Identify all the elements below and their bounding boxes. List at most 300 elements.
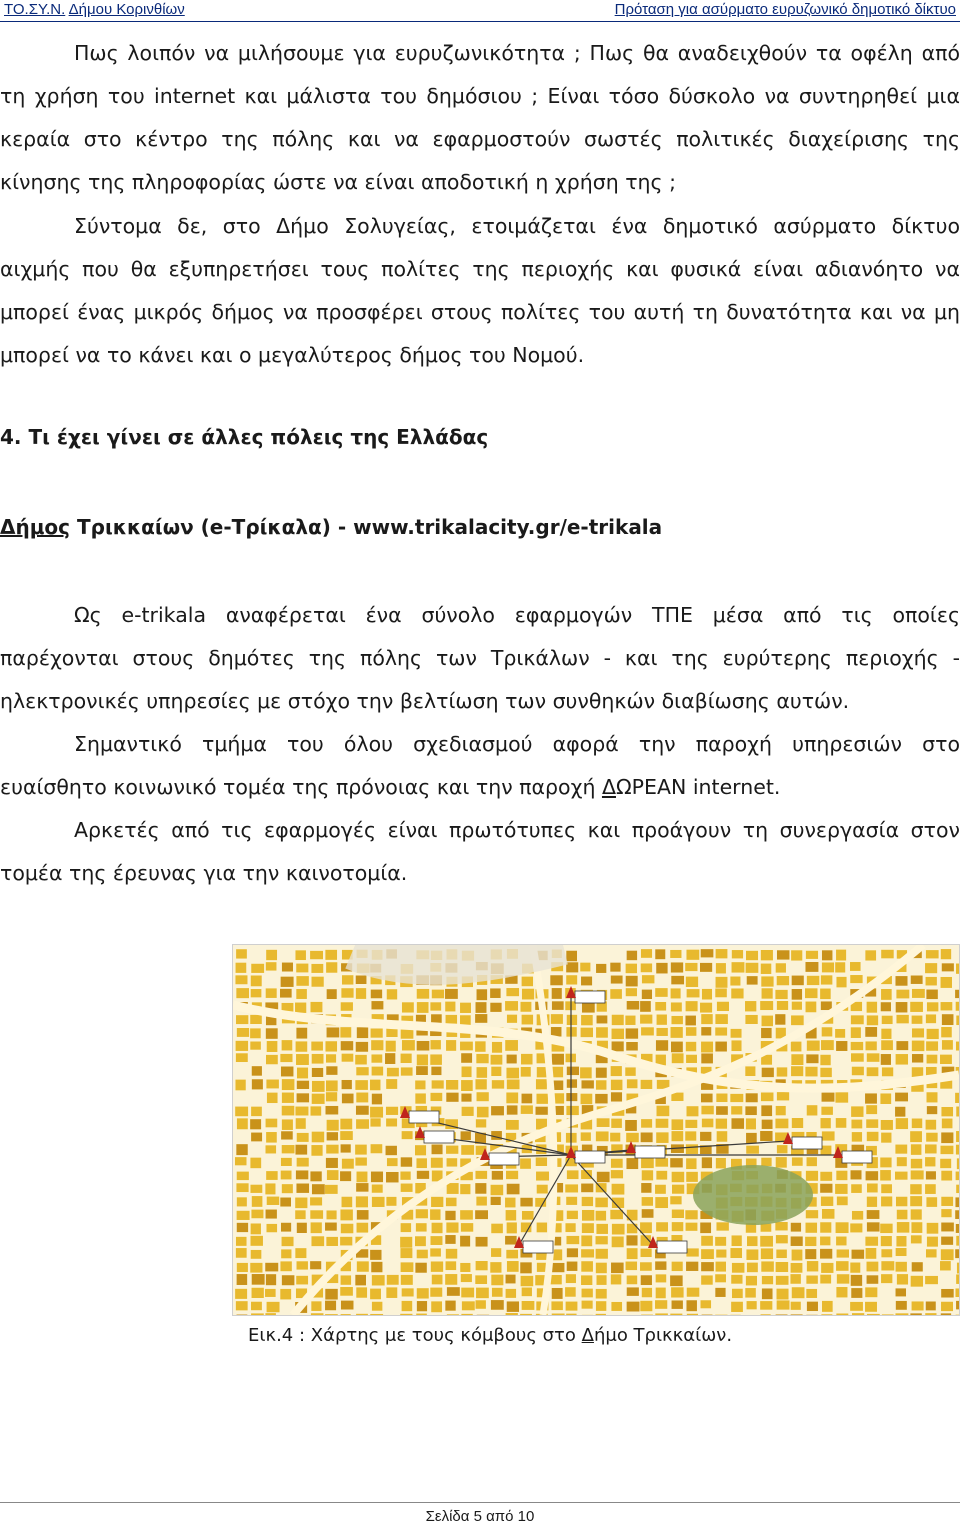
city-block xyxy=(596,1211,606,1221)
node-label-box xyxy=(842,1151,872,1163)
city-block xyxy=(835,962,845,972)
city-block xyxy=(265,1263,278,1272)
city-block xyxy=(476,1237,488,1247)
city-block xyxy=(822,1093,835,1102)
city-block xyxy=(387,1068,399,1077)
city-block xyxy=(371,1144,383,1153)
city-block xyxy=(402,1040,415,1050)
city-block xyxy=(431,1158,443,1168)
city-block xyxy=(925,1276,938,1284)
city-block xyxy=(340,1131,353,1140)
city-block xyxy=(430,1288,442,1297)
city-block xyxy=(835,1184,847,1194)
city-block xyxy=(370,1289,381,1300)
city-block xyxy=(716,1222,728,1230)
city-block xyxy=(941,1223,954,1232)
city-block xyxy=(537,1185,548,1194)
city-block xyxy=(416,1314,427,1315)
city-block xyxy=(942,1014,954,1025)
city-block xyxy=(386,1107,398,1115)
city-block xyxy=(835,1029,845,1038)
text-line: παρέχονται στους δημότες της πόλης των Τρικάλων - και της ευρύτερης περιοχής - xyxy=(0,646,960,670)
city-block xyxy=(251,989,262,997)
city-block xyxy=(417,1250,428,1259)
city-block xyxy=(761,1314,771,1315)
city-block xyxy=(432,1275,443,1285)
city-block xyxy=(476,1002,487,1013)
city-block xyxy=(612,1184,625,1195)
city-block xyxy=(417,1054,428,1065)
city-block xyxy=(491,1055,503,1065)
city-block xyxy=(251,1210,263,1219)
city-block xyxy=(791,950,802,960)
city-block xyxy=(880,1170,891,1180)
city-block xyxy=(881,1120,893,1130)
city-block xyxy=(340,1209,352,1220)
city-block xyxy=(792,1118,803,1128)
city-block xyxy=(266,1224,277,1232)
caption-text: ήμο Τρικκαίων. xyxy=(593,1325,733,1346)
city-block xyxy=(371,1172,383,1183)
city-block xyxy=(296,1170,308,1179)
city-block xyxy=(686,1172,698,1182)
city-block xyxy=(731,1029,742,1038)
city-block xyxy=(656,1119,669,1128)
city-block xyxy=(311,1222,322,1233)
city-block xyxy=(867,1067,879,1076)
caption-text: Εικ.4 : Χάρτης με τους κόμβους στο xyxy=(248,1325,582,1346)
city-block xyxy=(296,1118,306,1129)
city-block xyxy=(581,1015,593,1025)
city-block xyxy=(402,1301,413,1311)
city-block xyxy=(280,1198,291,1207)
city-block xyxy=(612,1029,624,1039)
city-block xyxy=(236,1183,248,1192)
city-block xyxy=(927,1029,939,1039)
city-block xyxy=(341,1144,351,1152)
city-block xyxy=(491,1224,503,1234)
city-block xyxy=(462,1301,475,1310)
city-block xyxy=(596,1027,608,1037)
city-block xyxy=(955,1249,959,1258)
city-block xyxy=(867,1132,879,1141)
city-block xyxy=(867,1262,879,1272)
city-block xyxy=(386,1146,397,1155)
city-block xyxy=(252,1274,265,1285)
city-block xyxy=(761,964,772,974)
city-block xyxy=(446,1080,458,1090)
city-block xyxy=(341,1224,354,1234)
city-block xyxy=(236,963,247,973)
city-block xyxy=(805,1249,816,1259)
city-block xyxy=(791,1302,801,1310)
city-block xyxy=(430,1054,442,1064)
city-block xyxy=(506,1092,518,1103)
city-block xyxy=(882,1314,894,1315)
city-block xyxy=(732,1235,742,1246)
city-block xyxy=(672,1300,683,1308)
city-block xyxy=(926,1133,937,1142)
city-block xyxy=(777,1067,788,1076)
city-block xyxy=(625,1120,637,1131)
city-block xyxy=(387,1275,399,1285)
city-block xyxy=(896,1262,907,1272)
city-block xyxy=(745,1106,756,1115)
city-block xyxy=(267,1197,279,1205)
city-block xyxy=(611,1119,622,1128)
city-block xyxy=(806,1276,817,1284)
city-block xyxy=(296,1276,308,1285)
city-block xyxy=(416,1066,428,1075)
city-block xyxy=(747,976,758,984)
city-block xyxy=(401,1184,413,1192)
city-block xyxy=(806,1002,817,1013)
city-block xyxy=(446,1198,457,1207)
city-block xyxy=(491,1300,504,1310)
page-header xyxy=(0,0,960,22)
city-block xyxy=(581,1275,592,1285)
header-org xyxy=(4,1,185,18)
city-block xyxy=(401,1262,414,1272)
city-block xyxy=(926,990,937,1000)
node-label-box xyxy=(489,1153,519,1165)
city-block xyxy=(326,1145,338,1154)
intro-paragraph xyxy=(0,32,960,204)
city-block xyxy=(820,1275,831,1284)
city-block xyxy=(342,1094,354,1104)
city-block xyxy=(357,1027,368,1038)
city-block xyxy=(820,1055,830,1065)
city-block xyxy=(881,1040,893,1050)
city-block xyxy=(327,1132,338,1140)
city-block xyxy=(897,1157,907,1166)
city-block xyxy=(566,1236,579,1244)
city-block xyxy=(400,1172,410,1180)
city-block xyxy=(820,1184,832,1193)
text-line: μπορεί να το κάνει και ο μεγαλύτερος δήμος του Νομού. xyxy=(0,343,585,367)
city-block xyxy=(506,1313,518,1315)
city-block xyxy=(776,1262,789,1272)
city-block xyxy=(852,1313,864,1315)
city-block xyxy=(867,1183,878,1192)
city-block xyxy=(942,1040,953,1050)
city-block xyxy=(627,1302,640,1312)
city-block xyxy=(522,977,533,987)
city-block xyxy=(850,1302,863,1311)
city-block xyxy=(476,1261,488,1270)
city-block xyxy=(671,1093,683,1101)
city-block xyxy=(372,1067,384,1076)
city-block xyxy=(896,990,909,999)
city-block xyxy=(670,950,681,958)
city-block xyxy=(445,1211,455,1220)
city-block xyxy=(776,1157,787,1168)
city-block xyxy=(342,975,353,984)
city-block xyxy=(671,1016,682,1024)
city-block xyxy=(326,1106,339,1115)
city-block xyxy=(956,1131,959,1142)
city-block xyxy=(940,1146,953,1154)
city-block xyxy=(520,1314,532,1315)
city-block xyxy=(296,1184,309,1193)
city-block xyxy=(566,1197,577,1205)
city-block xyxy=(805,988,817,998)
city-block xyxy=(837,1197,848,1206)
city-block xyxy=(850,1223,862,1232)
city-block xyxy=(521,1054,533,1065)
city-block xyxy=(491,1185,504,1195)
city-block xyxy=(686,1300,696,1311)
city-block xyxy=(640,1001,651,1012)
city-block xyxy=(702,989,712,1000)
header-rule xyxy=(0,21,960,22)
city-block xyxy=(670,1158,683,1167)
city-block xyxy=(566,1274,576,1283)
city-block xyxy=(522,1287,532,1296)
city-block xyxy=(701,1053,713,1063)
city-block xyxy=(371,1001,383,1009)
city-block xyxy=(836,977,846,987)
city-block xyxy=(627,1275,638,1284)
city-block xyxy=(775,1119,788,1129)
city-block xyxy=(475,1079,486,1089)
city-block xyxy=(312,1068,323,1077)
city-block xyxy=(912,1028,924,1037)
city-block xyxy=(550,975,562,985)
city-block xyxy=(477,1067,488,1078)
city-block xyxy=(507,1261,519,1272)
city-block xyxy=(250,1119,261,1129)
city-block xyxy=(597,1118,610,1127)
city-block xyxy=(297,1068,308,1079)
city-block xyxy=(806,1210,818,1218)
city-block xyxy=(865,1093,877,1103)
city-block xyxy=(507,1222,517,1233)
city-block xyxy=(851,1184,862,1193)
city-block xyxy=(642,1170,653,1180)
city-block xyxy=(641,1027,654,1035)
city-block xyxy=(460,1003,471,1013)
caption-underlined: Δ xyxy=(581,1325,594,1346)
city-block xyxy=(941,977,952,988)
city-block xyxy=(417,1301,427,1311)
city-block xyxy=(296,1041,308,1051)
city-block xyxy=(612,1041,624,1051)
city-block xyxy=(927,1002,938,1011)
city-block xyxy=(267,1093,278,1103)
city-block xyxy=(282,1079,295,1090)
city-block xyxy=(387,989,397,999)
free-internet-paragraph xyxy=(0,723,960,809)
city-block xyxy=(342,1080,352,1089)
city-block xyxy=(475,1014,487,1023)
city-block xyxy=(686,1144,698,1154)
city-block xyxy=(941,1209,951,1217)
city-block xyxy=(881,950,893,959)
city-block xyxy=(805,1067,817,1077)
city-block xyxy=(656,1222,668,1231)
city-block xyxy=(641,1119,652,1128)
city-block xyxy=(296,964,308,973)
city-block xyxy=(925,1313,936,1315)
city-block xyxy=(670,1314,682,1315)
solygeia-paragraph xyxy=(0,205,960,377)
etrikala-paragraph xyxy=(0,594,960,723)
city-block xyxy=(507,1015,517,1023)
city-block xyxy=(566,951,577,961)
city-block xyxy=(460,1184,470,1194)
city-block xyxy=(956,964,959,974)
city-block xyxy=(926,1041,938,1050)
city-block xyxy=(672,1131,684,1141)
city-block xyxy=(956,1274,959,1284)
city-block xyxy=(567,1211,578,1219)
city-block xyxy=(296,976,308,986)
city-block xyxy=(520,1198,532,1207)
city-block xyxy=(310,1197,322,1205)
city-block xyxy=(641,1249,652,1257)
city-block xyxy=(867,1053,880,1061)
city-block xyxy=(522,1301,535,1310)
city-block xyxy=(282,1106,295,1116)
city-block xyxy=(251,1302,262,1310)
city-block xyxy=(700,1132,711,1141)
city-block xyxy=(552,1288,563,1299)
city-block xyxy=(536,1172,549,1181)
city-block xyxy=(957,1158,959,1169)
city-block xyxy=(311,1301,321,1311)
city-block xyxy=(596,1068,607,1078)
city-block xyxy=(431,1014,442,1023)
city-block xyxy=(386,1197,396,1206)
city-block xyxy=(612,1015,624,1025)
city-block xyxy=(626,1262,638,1271)
city-block xyxy=(581,1249,594,1257)
city-block xyxy=(552,1054,564,1065)
city-block xyxy=(357,1172,368,1183)
city-block xyxy=(867,1222,880,1231)
city-block xyxy=(430,1040,440,1049)
city-block xyxy=(701,1094,713,1103)
city-block xyxy=(595,1094,607,1104)
city-block xyxy=(686,1055,697,1063)
city-block xyxy=(655,949,665,959)
city-block xyxy=(461,1145,474,1155)
trikala-node-map xyxy=(232,944,960,1316)
city-block xyxy=(627,1079,638,1088)
city-block xyxy=(356,1183,368,1192)
city-block xyxy=(311,964,323,973)
city-block xyxy=(596,1236,608,1244)
city-block xyxy=(356,1093,368,1103)
city-block xyxy=(295,1248,306,1258)
city-block xyxy=(565,1287,576,1297)
city-block xyxy=(701,1236,713,1246)
city-block xyxy=(775,1222,787,1230)
city-block xyxy=(267,1302,280,1312)
city-block xyxy=(311,1236,324,1246)
city-block xyxy=(641,1275,652,1285)
city-block xyxy=(611,1080,623,1090)
city-block xyxy=(461,1094,471,1102)
city-block xyxy=(746,1118,756,1129)
city-block xyxy=(701,1275,713,1284)
city-block xyxy=(477,989,488,1000)
city-block xyxy=(372,1302,382,1311)
city-block xyxy=(807,1261,818,1271)
city-block xyxy=(762,988,773,998)
city-block xyxy=(446,1249,457,1259)
city-block xyxy=(415,1145,426,1155)
city-block xyxy=(852,1132,862,1142)
city-block xyxy=(237,1223,248,1232)
city-block xyxy=(266,1132,277,1143)
city-block xyxy=(716,1119,727,1129)
city-block xyxy=(941,1313,951,1315)
city-block xyxy=(386,1118,397,1126)
city-block xyxy=(791,1223,801,1232)
city-block xyxy=(836,1222,849,1233)
city-block xyxy=(237,1172,249,1180)
city-block xyxy=(282,1040,293,1050)
city-block xyxy=(567,1170,579,1179)
city-block xyxy=(536,1157,547,1166)
city-block xyxy=(280,989,292,998)
city-block xyxy=(612,1224,625,1235)
city-block xyxy=(941,1237,953,1245)
city-block xyxy=(312,1081,325,1092)
city-block xyxy=(881,1261,894,1270)
city-block xyxy=(715,988,727,997)
city-block xyxy=(506,1289,516,1298)
city-block xyxy=(250,1263,262,1273)
city-block xyxy=(792,976,804,986)
city-block xyxy=(792,1250,803,1261)
city-block xyxy=(702,1119,713,1128)
city-block xyxy=(282,1093,294,1103)
city-block xyxy=(777,1145,788,1153)
city-block xyxy=(746,1133,757,1144)
city-block xyxy=(640,1222,652,1233)
city-block xyxy=(446,1146,458,1154)
city-block xyxy=(490,1262,501,1273)
city-block xyxy=(431,1197,443,1207)
city-block xyxy=(266,1028,278,1039)
city-block xyxy=(236,1237,247,1246)
city-block xyxy=(596,964,606,973)
city-block xyxy=(250,1185,262,1193)
city-block xyxy=(282,1145,295,1153)
city-block xyxy=(401,1029,414,1039)
city-block xyxy=(866,1105,877,1114)
city-block xyxy=(372,1185,383,1193)
city-block xyxy=(686,1223,698,1231)
city-block xyxy=(281,1249,291,1258)
city-block xyxy=(806,1171,818,1181)
city-block xyxy=(941,1289,953,1298)
section-heading: 4. Τι έχει γίνει σε άλλες πόλεις της Ελλάδας xyxy=(0,425,489,449)
city-block xyxy=(266,950,277,960)
city-block xyxy=(582,1289,593,1298)
city-block xyxy=(266,1171,277,1180)
hill-area xyxy=(353,945,563,965)
city-block xyxy=(566,1302,578,1311)
city-block xyxy=(926,1014,936,1023)
city-block xyxy=(865,950,876,960)
city-block xyxy=(355,1275,366,1286)
city-block xyxy=(537,1223,547,1233)
city-block xyxy=(596,1131,609,1141)
